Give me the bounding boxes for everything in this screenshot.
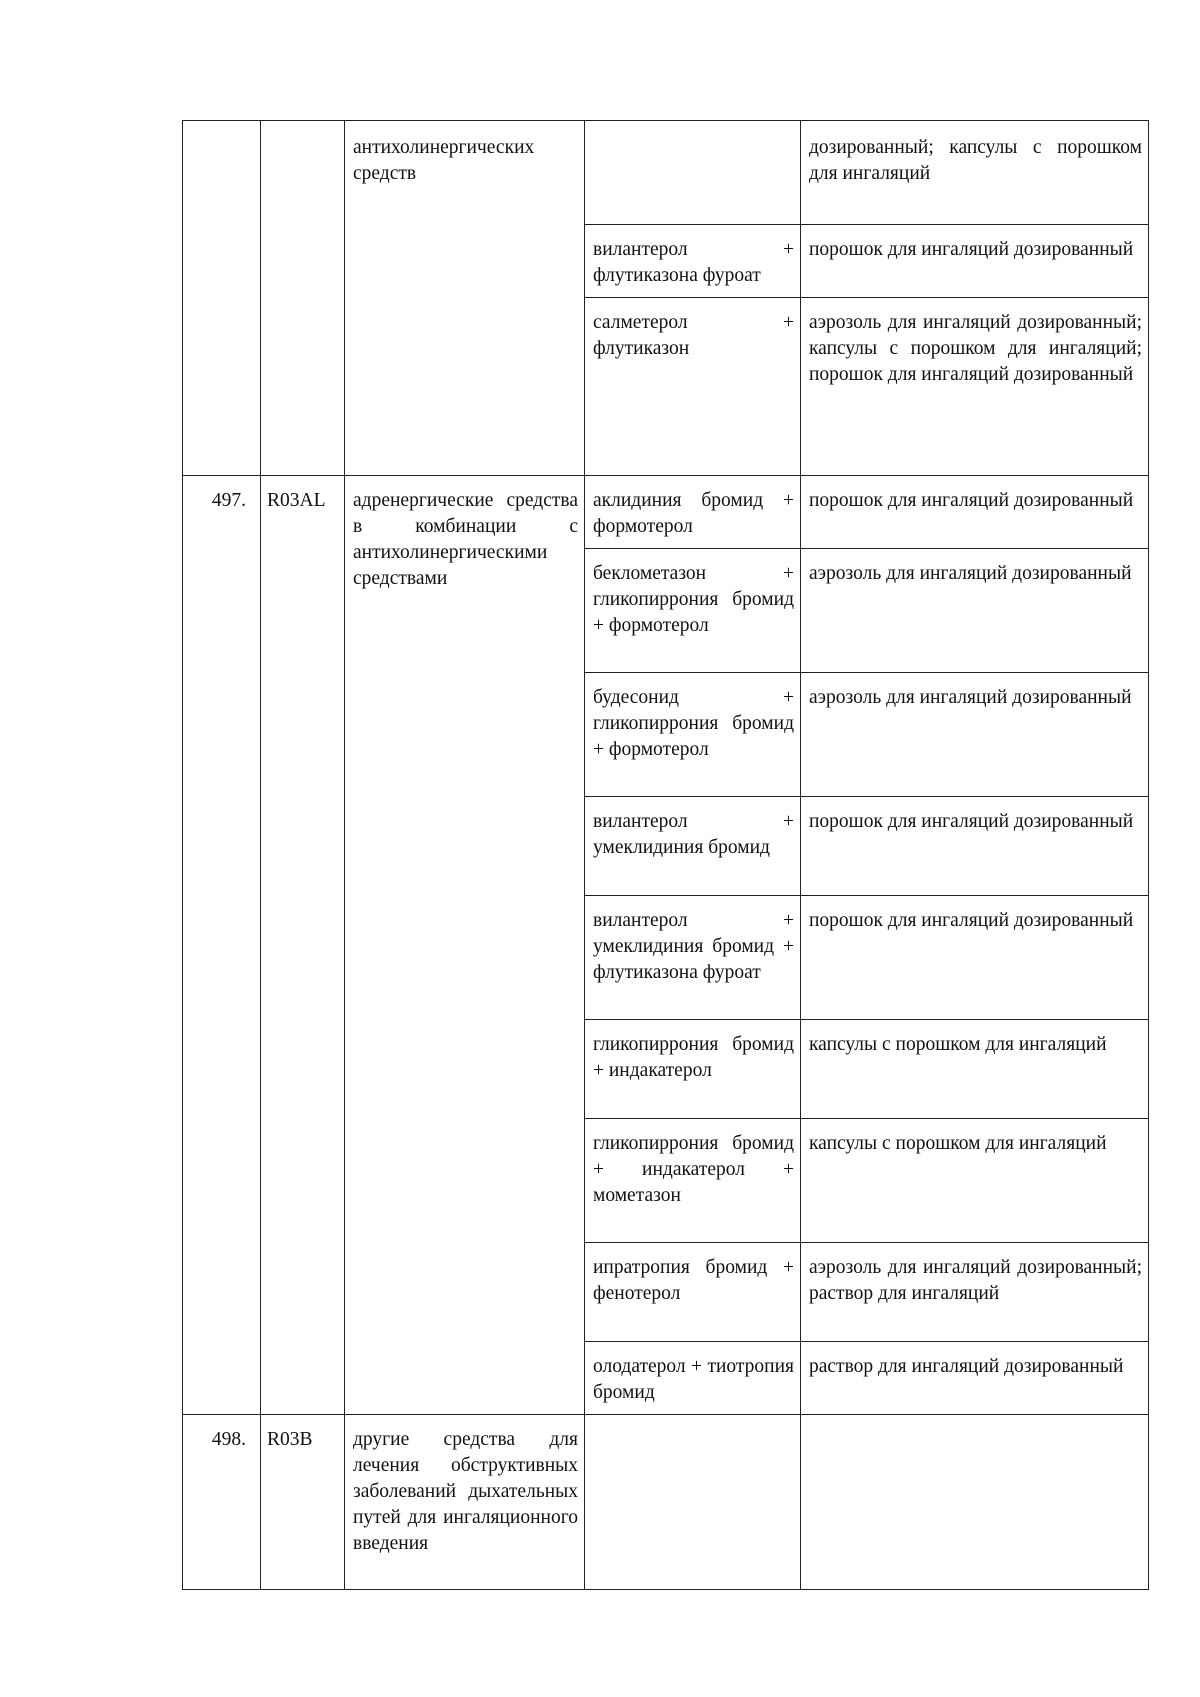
dosage-form: порошок для ингаляций дозированный	[801, 896, 1149, 1020]
drug-name: гликопиррония бромид + индакатерол + мометазон	[585, 1119, 801, 1243]
drug-name: вилантерол + умеклидиния бромид	[585, 797, 801, 896]
drug-name	[585, 121, 801, 225]
drug-name: олодатерол + тиотропия бромид	[585, 1342, 801, 1415]
dosage-form: аэрозоль для ингаляций дозированный; капсулы с порошком для ингаляций; порошок для ингаляций дозированный	[801, 298, 1149, 476]
drug-name: вилантерол + флутиказона фуроат	[585, 225, 801, 298]
table-row	[183, 476, 1149, 549]
dosage-form: порошок для ингаляций дозированный	[801, 225, 1149, 298]
dosage-form	[801, 1415, 1149, 1590]
dosage-form: раствор для ингаляций дозированный	[801, 1342, 1149, 1415]
dosage-form: дозированный; капсулы с порошком для ингаляций	[801, 121, 1149, 225]
dosage-form: аэрозоль для ингаляций дозированный	[801, 549, 1149, 673]
dosage-form: порошок для ингаляций дозированный	[801, 797, 1149, 896]
table-row	[183, 1415, 1149, 1590]
row-number: 498.	[183, 1415, 261, 1590]
drug-name: беклометазон + гликопиррония бромид + формотерол	[585, 549, 801, 673]
drug-name: будесонид + гликопиррония бромид + формотерол	[585, 673, 801, 797]
dosage-form: аэрозоль для ингаляций дозированный	[801, 673, 1149, 797]
dosage-form: капсулы с порошком для ингаляций	[801, 1119, 1149, 1243]
atc-code: R03B	[261, 1415, 345, 1590]
drug-name: вилантерол + умеклидиния бромид + флутиказона фуроат	[585, 896, 801, 1020]
atc-group: антихолинергических средств	[345, 121, 585, 476]
table-row	[183, 121, 1149, 225]
atc-code: R03AL	[261, 476, 345, 1415]
dosage-form: порошок для ингаляций дозированный	[801, 476, 1149, 549]
atc-code	[261, 121, 345, 476]
dosage-form: капсулы с порошком для ингаляций	[801, 1020, 1149, 1119]
atc-group: другие средства для лечения обструктивных заболеваний дыхательных путей для ингаляционного введения	[345, 1415, 585, 1590]
row-number	[183, 121, 261, 476]
drug-list-table	[182, 120, 1149, 1590]
drug-name: салметерол + флутиказон	[585, 298, 801, 476]
drug-name: ипратропия бромид + фенотерол	[585, 1243, 801, 1342]
atc-group: адренергические средства в комбинации с антихолинергическими средствами	[345, 476, 585, 1415]
dosage-form: аэрозоль для ингаляций дозированный; раствор для ингаляций	[801, 1243, 1149, 1342]
row-number: 497.	[183, 476, 261, 1415]
drug-name	[585, 1415, 801, 1590]
drug-name: аклидиния бромид + формотерол	[585, 476, 801, 549]
drug-name: гликопиррония бромид + индакатерол	[585, 1020, 801, 1119]
